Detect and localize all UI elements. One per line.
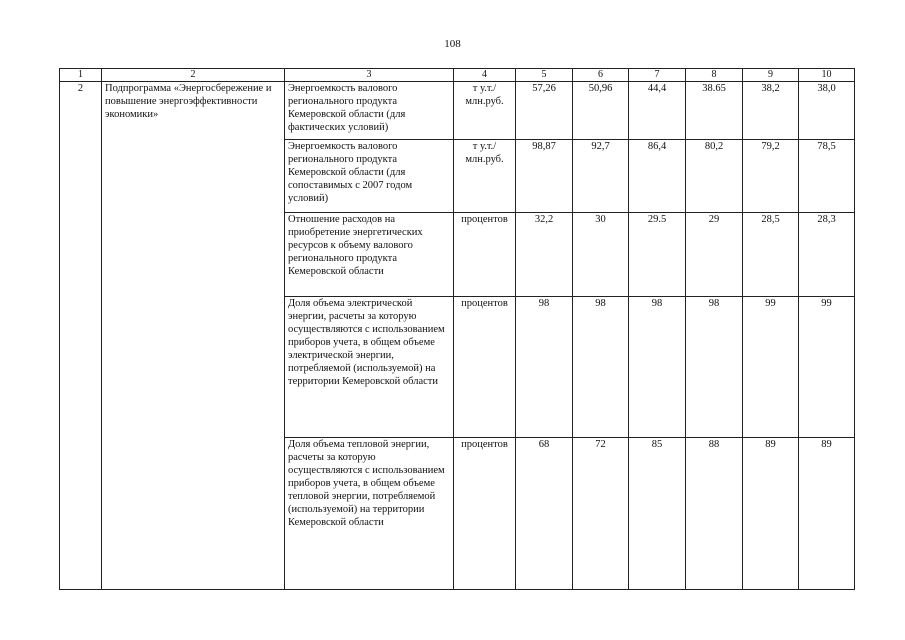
indicator-unit: т у.т./ млн.руб. xyxy=(454,82,516,140)
column-header: 1 xyxy=(60,69,102,82)
column-header: 3 xyxy=(285,69,454,82)
indicator-value: 32,2 xyxy=(516,213,573,297)
indicator-unit: процентов xyxy=(454,297,516,438)
indicator-value: 88 xyxy=(686,438,743,590)
indicator-value: 68 xyxy=(516,438,573,590)
indicator-value: 29.5 xyxy=(629,213,686,297)
column-number-row xyxy=(60,69,855,82)
indicator-value: 72 xyxy=(573,438,629,590)
column-header: 2 xyxy=(102,69,285,82)
indicator-value: 44,4 xyxy=(629,82,686,140)
indicator-value: 89 xyxy=(743,438,799,590)
indicator-name: Энергоемкость валового регионального продукта Кемеровской области (для фактических условий) xyxy=(285,82,454,140)
indicator-unit: т у.т./ млн.руб. xyxy=(454,140,516,213)
indicator-value: 50,96 xyxy=(573,82,629,140)
table-row xyxy=(60,82,855,140)
indicator-value: 28,3 xyxy=(799,213,855,297)
indicator-name: Доля объема электрической энергии, расчеты за которую осуществляются с использованием приборов учета, в общем объеме электрической энергии, потребляемой (используемой) на территории Кемеровской области xyxy=(285,297,454,438)
page-number: 108 xyxy=(444,38,461,50)
indicator-value: 38.65 xyxy=(686,82,743,140)
indicator-value: 98 xyxy=(573,297,629,438)
column-header: 10 xyxy=(799,69,855,82)
column-header: 8 xyxy=(686,69,743,82)
indicator-unit: процентов xyxy=(454,213,516,297)
indicator-value: 85 xyxy=(629,438,686,590)
indicator-value: 57,26 xyxy=(516,82,573,140)
subprogram-name: Подпрограмма «Энергосбережение и повышение энергоэффективности экономики» xyxy=(102,82,285,590)
indicator-name: Энергоемкость валового регионального продукта Кемеровской области (для сопоставимых с 2007 годом условий) xyxy=(285,140,454,213)
row-number: 2 xyxy=(60,82,102,590)
indicator-name: Отношение расходов на приобретение энергетических ресурсов к объему валового регионального продукта Кемеровской области xyxy=(285,213,454,297)
column-header: 9 xyxy=(743,69,799,82)
indicators-table xyxy=(59,68,855,590)
indicator-name: Доля объема тепловой энергии, расчеты за которую осуществляются с использованием приборов учета, в общем объеме тепловой энергии, потребляемой (используемой) на территории Кемеровской области xyxy=(285,438,454,590)
indicator-value: 98 xyxy=(686,297,743,438)
indicator-value: 29 xyxy=(686,213,743,297)
indicator-value: 98 xyxy=(629,297,686,438)
indicator-value: 38,2 xyxy=(743,82,799,140)
column-header: 7 xyxy=(629,69,686,82)
indicator-value: 92,7 xyxy=(573,140,629,213)
indicator-unit: процентов xyxy=(454,438,516,590)
indicator-value: 28,5 xyxy=(743,213,799,297)
column-header: 6 xyxy=(573,69,629,82)
indicator-value: 99 xyxy=(799,297,855,438)
indicator-value: 89 xyxy=(799,438,855,590)
indicator-value: 79,2 xyxy=(743,140,799,213)
indicator-value: 98,87 xyxy=(516,140,573,213)
column-header: 4 xyxy=(454,69,516,82)
indicator-value: 98 xyxy=(516,297,573,438)
indicator-value: 78,5 xyxy=(799,140,855,213)
indicator-value: 86,4 xyxy=(629,140,686,213)
indicator-value: 30 xyxy=(573,213,629,297)
indicator-value: 99 xyxy=(743,297,799,438)
indicator-value: 80,2 xyxy=(686,140,743,213)
indicator-value: 38,0 xyxy=(799,82,855,140)
column-header: 5 xyxy=(516,69,573,82)
